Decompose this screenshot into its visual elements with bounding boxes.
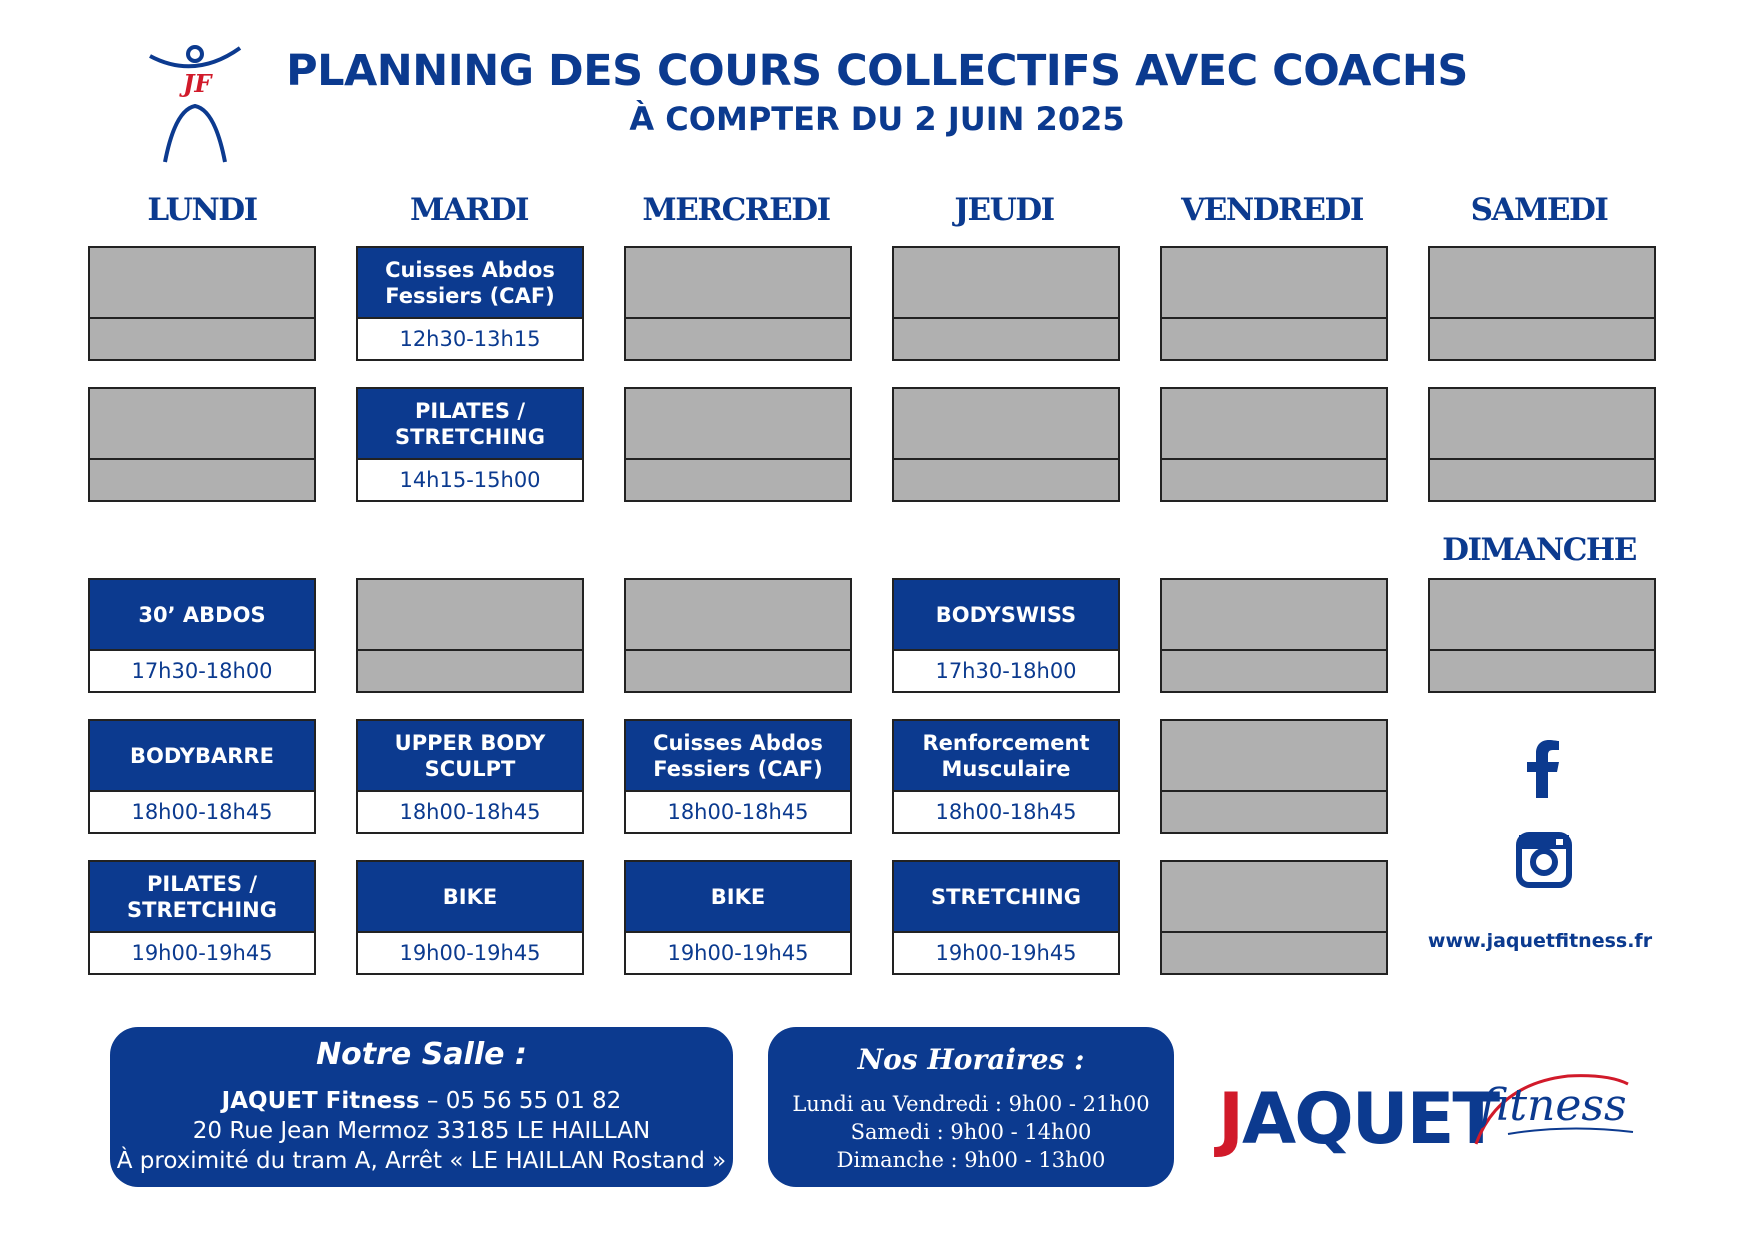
course-slot: [88, 719, 316, 834]
salle-address: 20 Rue Jean Mermoz 33185 LE HAILLAN: [192, 1118, 651, 1144]
course-name: Cuisses Abdos Fessiers (CAF): [626, 721, 850, 792]
course-name: Cuisses Abdos Fessiers (CAF): [358, 248, 582, 319]
empty-slot: [1428, 246, 1656, 361]
horaires-saturday: Samedi : 9h00 - 14h00: [850, 1120, 1092, 1144]
day-header-vendredi: VENDREDI: [1181, 192, 1363, 228]
course-name: PILATES / STRETCHING: [358, 389, 582, 460]
course-slot: [892, 719, 1120, 834]
day-header-lundi: LUNDI: [147, 192, 257, 228]
brand-rest: AQUET: [1242, 1078, 1499, 1160]
course-slot: [356, 246, 584, 361]
website-link[interactable]: www.jaquetfitness.fr: [1427, 930, 1653, 952]
course-time: 14h15-15h00: [358, 460, 582, 500]
course-time: 12h30-13h15: [358, 319, 582, 359]
salle-access: À proximité du tram A, Arrêt « LE HAILLAN Rostand »: [116, 1148, 727, 1174]
course-name: BIKE: [626, 862, 850, 933]
course-name: BODYSWISS: [894, 580, 1118, 651]
horaires-panel: [768, 1027, 1174, 1187]
empty-slot: [1428, 387, 1656, 502]
brand-first-letter: J: [1218, 1078, 1243, 1160]
page-title: PLANNING DES COURS COLLECTIFS AVEC COACHS: [286, 46, 1468, 96]
course-name: Renforcement Musculaire: [894, 721, 1118, 792]
empty-slot: [88, 387, 316, 502]
logo-text: JF: [183, 69, 212, 98]
empty-slot: [1160, 246, 1388, 361]
salle-panel: [110, 1027, 733, 1187]
course-name: BODYBARRE: [90, 721, 314, 792]
course-slot: [624, 860, 852, 975]
horaires-weekdays: Lundi au Vendredi : 9h00 - 21h00: [792, 1092, 1150, 1116]
empty-slot: [624, 246, 852, 361]
course-slot: [892, 860, 1120, 975]
salle-name: JAQUET Fitness: [221, 1088, 420, 1114]
jaquet-fitness-logo: [1218, 1060, 1638, 1170]
day-header-jeudi: JEUDI: [954, 192, 1054, 228]
course-slot: [356, 387, 584, 502]
facebook-icon[interactable]: [1525, 740, 1561, 798]
horaires-sunday: Dimanche : 9h00 - 13h00: [836, 1148, 1106, 1172]
empty-slot: [892, 246, 1120, 361]
course-time: 18h00-18h45: [626, 792, 850, 832]
brand-wordmark: [1218, 1078, 1498, 1160]
empty-slot: [1160, 578, 1388, 693]
course-slot: [624, 719, 852, 834]
course-time: 17h30-18h00: [90, 651, 314, 691]
empty-slot: [1428, 578, 1656, 693]
course-time: 19h00-19h45: [626, 933, 850, 973]
empty-slot: [892, 387, 1120, 502]
horaires-title: Nos Horaires :: [857, 1043, 1085, 1076]
empty-slot: [356, 578, 584, 693]
course-time: 19h00-19h45: [894, 933, 1118, 973]
course-name: PILATES / STRETCHING: [90, 862, 314, 933]
course-name: BIKE: [358, 862, 582, 933]
empty-slot: [1160, 719, 1388, 834]
page-subtitle: À COMPTER DU 2 JUIN 2025: [629, 100, 1125, 138]
day-header-samedi: SAMEDI: [1470, 192, 1608, 228]
empty-slot: [624, 387, 852, 502]
brand-fitness: fitness: [1480, 1080, 1627, 1131]
course-time: 19h00-19h45: [358, 933, 582, 973]
salle-contact: [110, 1086, 733, 1116]
course-name: 30’ ABDOS: [90, 580, 314, 651]
instagram-icon[interactable]: [1516, 832, 1572, 888]
course-time: 18h00-18h45: [358, 792, 582, 832]
day-header-mercredi: MERCREDI: [642, 192, 830, 228]
empty-slot: [88, 246, 316, 361]
course-time: 18h00-18h45: [90, 792, 314, 832]
course-slot: [356, 860, 584, 975]
salle-phone: – 05 56 55 01 82: [419, 1088, 622, 1114]
empty-slot: [624, 578, 852, 693]
empty-slot: [1160, 860, 1388, 975]
course-time: 19h00-19h45: [90, 933, 314, 973]
course-slot: [356, 719, 584, 834]
day-header-mardi: MARDI: [409, 192, 528, 228]
course-name: STRETCHING: [894, 862, 1118, 933]
day-header-dimanche: DIMANCHE: [1442, 532, 1636, 568]
salle-title: Notre Salle :: [316, 1037, 527, 1072]
empty-slot: [1160, 387, 1388, 502]
course-slot: [88, 578, 316, 693]
course-slot: [892, 578, 1120, 693]
course-time: 18h00-18h45: [894, 792, 1118, 832]
course-name: UPPER BODY SCULPT: [358, 721, 582, 792]
course-slot: [88, 860, 316, 975]
course-time: 17h30-18h00: [894, 651, 1118, 691]
